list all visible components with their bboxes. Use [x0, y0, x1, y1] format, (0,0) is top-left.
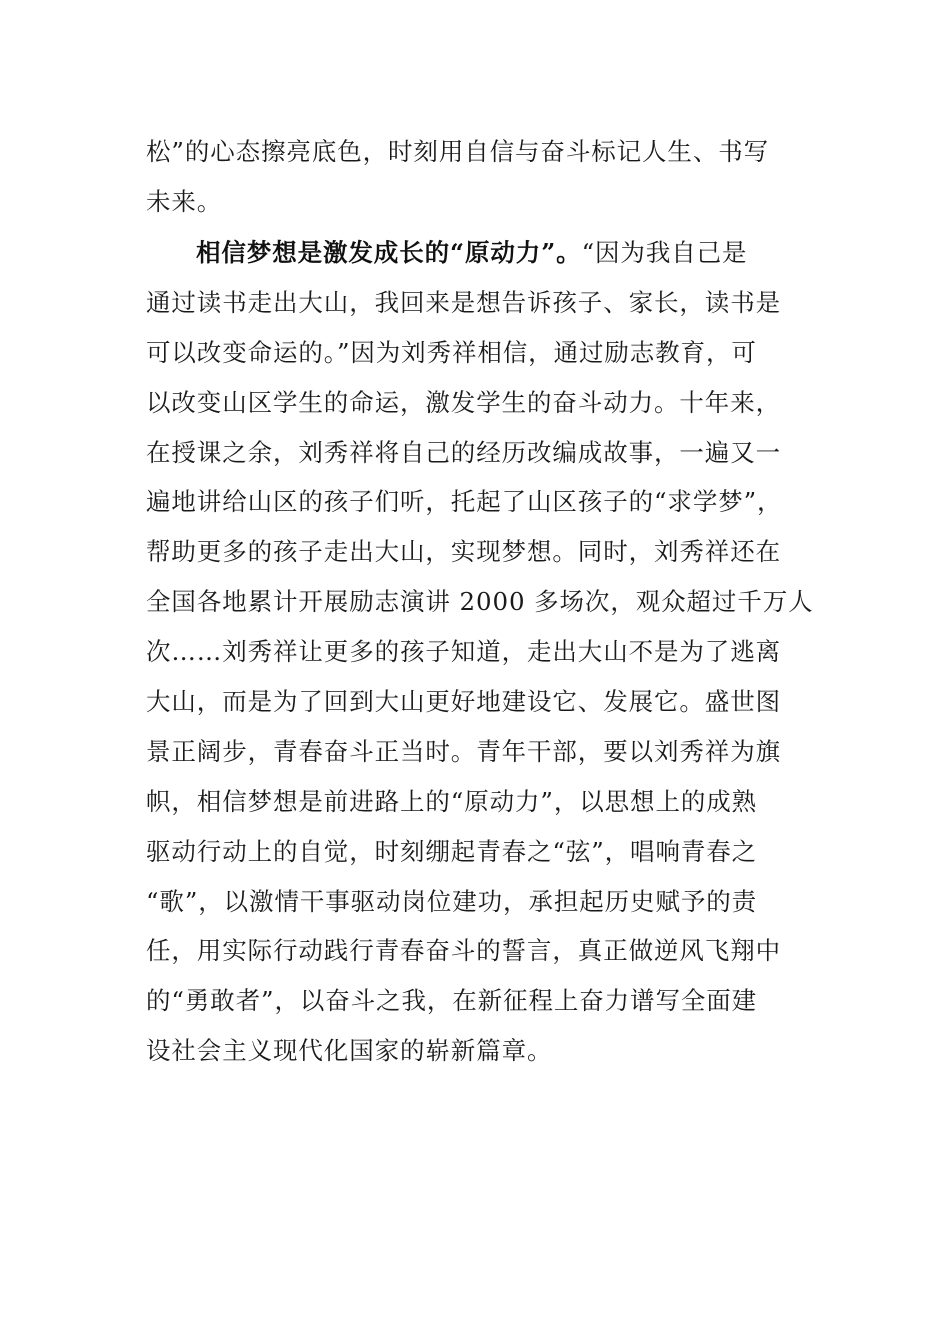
text-line: 的“勇敢者”，以奋斗之我，在新征程上奋力谱写全面建: [146, 986, 758, 1016]
text-line: 以改变山区学生的命运，激发学生的奋斗动力。十年来，: [146, 387, 781, 417]
text-line: 驱动行动上的自觉，时刻绷起青春之“弦”，唱响青春之: [146, 836, 758, 866]
text-line: 大山，而是为了回到大山更好地建设它、发展它。盛世图: [146, 687, 781, 717]
text-line: 次……刘秀祥让更多的孩子知道，走出大山不是为了逃离: [146, 637, 781, 667]
text-line: 未来。: [146, 186, 223, 216]
text-line: “歌”，以激情干事驱动岗位建功，承担起历史赋予的责: [146, 886, 758, 916]
text-line: 通过读书走出大山，我回来是想告诉孩子、家长，读书是: [146, 287, 781, 317]
text-line: 全国各地累计开展励志演讲 2000 多场次，观众超过千万人: [146, 587, 814, 617]
text-line: 帜，相信梦想是前进路上的“原动力”，以思想上的成熟: [146, 786, 758, 816]
text-line: 帮助更多的孩子走出大山，实现梦想。同时，刘秀祥还在: [146, 537, 781, 567]
paragraph-heading: 相信梦想是激发成长的“原动力”。: [196, 238, 582, 267]
paragraph-first-line-rest: “因为我自己是: [581, 238, 748, 267]
text-line: 任，用实际行动践行青春奋斗的誓言，真正做逆风飞翔中: [146, 936, 781, 966]
text-line: 可以改变命运的。”因为刘秀祥相信，通过励志教育，可: [146, 337, 757, 367]
text-line: 设社会主义现代化国家的崭新篇章。: [146, 1036, 553, 1066]
text-line: 景正阔步，青春奋斗正当时。青年干部，要以刘秀祥为旗: [146, 736, 781, 766]
paragraph-first-line: [146, 228, 796, 278]
text-line: 松”的心态擦亮底色，时刻用自信与奋斗标记人生、书写: [146, 137, 770, 166]
text-line: 在授课之余，刘秀祥将自己的经历改编成故事，一遍又一: [146, 437, 781, 467]
dream-paragraph: [146, 228, 814, 1076]
text-line: 遍地讲给山区的孩子们听，托起了山区孩子的“求学梦”，: [146, 487, 783, 517]
continuation-paragraph: [146, 127, 796, 227]
